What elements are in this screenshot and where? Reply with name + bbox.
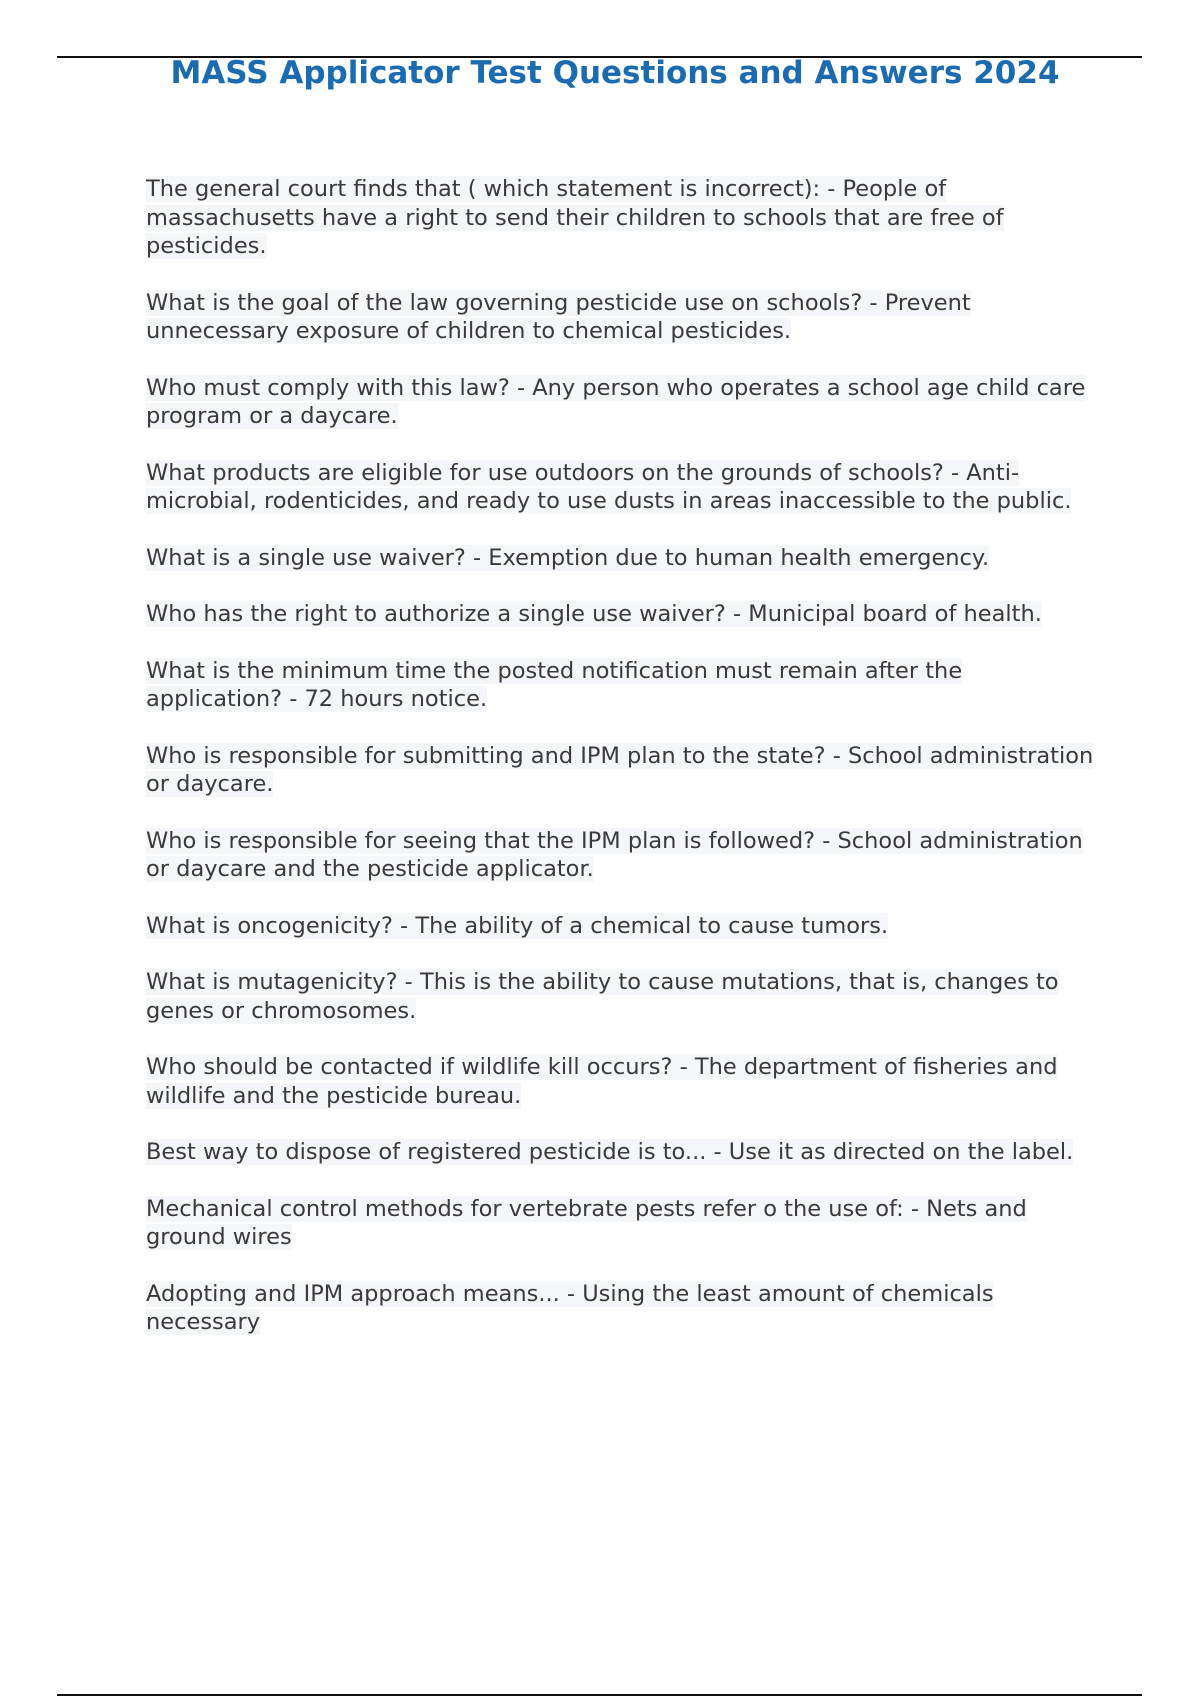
- qa-item: [146, 289, 1096, 346]
- qa-list: [146, 175, 1096, 1365]
- document-title: MASS Applicator Test Questions and Answers 2024: [170, 55, 1060, 91]
- qa-text: Who has the right to authorize a single use waiver? - Municipal board of health.: [146, 601, 1042, 627]
- qa-item: [146, 459, 1096, 516]
- qa-text: Mechanical control methods for vertebrate pests refer o the use of: - Nets and ground wires: [146, 1195, 1027, 1250]
- bottom-rule: [57, 1694, 1142, 1696]
- qa-text: What is oncogenicity? - The ability of a chemical to cause tumors.: [146, 912, 889, 939]
- qa-text: What is the goal of the law governing pesticide use on schools? - Prevent unnecessary exposure of children to chemical pesticides.: [146, 289, 971, 344]
- qa-item: [146, 175, 1096, 261]
- qa-item: [146, 827, 1096, 884]
- qa-text: Who should be contacted if wildlife kill occurs? - The department of fisheries and wildlife and the pesticide bureau.: [146, 1054, 1058, 1109]
- qa-item: [146, 374, 1096, 431]
- qa-text: What is mutagenicity? - This is the ability to cause mutations, that is, changes to genes or chromosomes.: [146, 969, 1059, 1024]
- qa-text: Who is responsible for submitting and IPM plan to the state? - School administration or daycare.: [146, 742, 1094, 797]
- qa-item: [146, 1280, 1096, 1337]
- qa-text: Who must comply with this law? - Any person who operates a school age child care program or a daycare.: [146, 374, 1086, 429]
- qa-item: [146, 1053, 1096, 1110]
- qa-text: Best way to dispose of registered pesticide is to... - Use it as directed on the label.: [146, 1139, 1074, 1165]
- qa-item: [146, 544, 1096, 573]
- qa-item: [146, 742, 1096, 799]
- qa-item: [146, 968, 1096, 1025]
- qa-text: Who is responsible for seeing that the IPM plan is followed? - School administration or daycare and the pesticide applicator.: [146, 827, 1083, 882]
- qa-item: [146, 600, 1096, 629]
- qa-item: [146, 657, 1096, 714]
- qa-text: Adopting and IPM approach means... - Using the least amount of chemicals necessary: [146, 1280, 994, 1335]
- qa-text: What products are eligible for use outdoors on the grounds of schools? - Anti-microbial, rodenticides, and ready to use dusts in areas inaccessible to the public.: [146, 459, 1072, 514]
- qa-item: [146, 912, 1096, 941]
- qa-text: The general court finds that ( which statement is incorrect): - People of massachusetts have a right to send their children to schools that are free of pesticides.: [146, 176, 1004, 259]
- qa-item: [146, 1138, 1096, 1167]
- qa-text: What is the minimum time the posted notification must remain after the application? - 72 hours notice.: [146, 657, 963, 712]
- qa-item: [146, 1195, 1096, 1252]
- qa-text: What is a single use waiver? - Exemption due to human health emergency.: [146, 544, 990, 571]
